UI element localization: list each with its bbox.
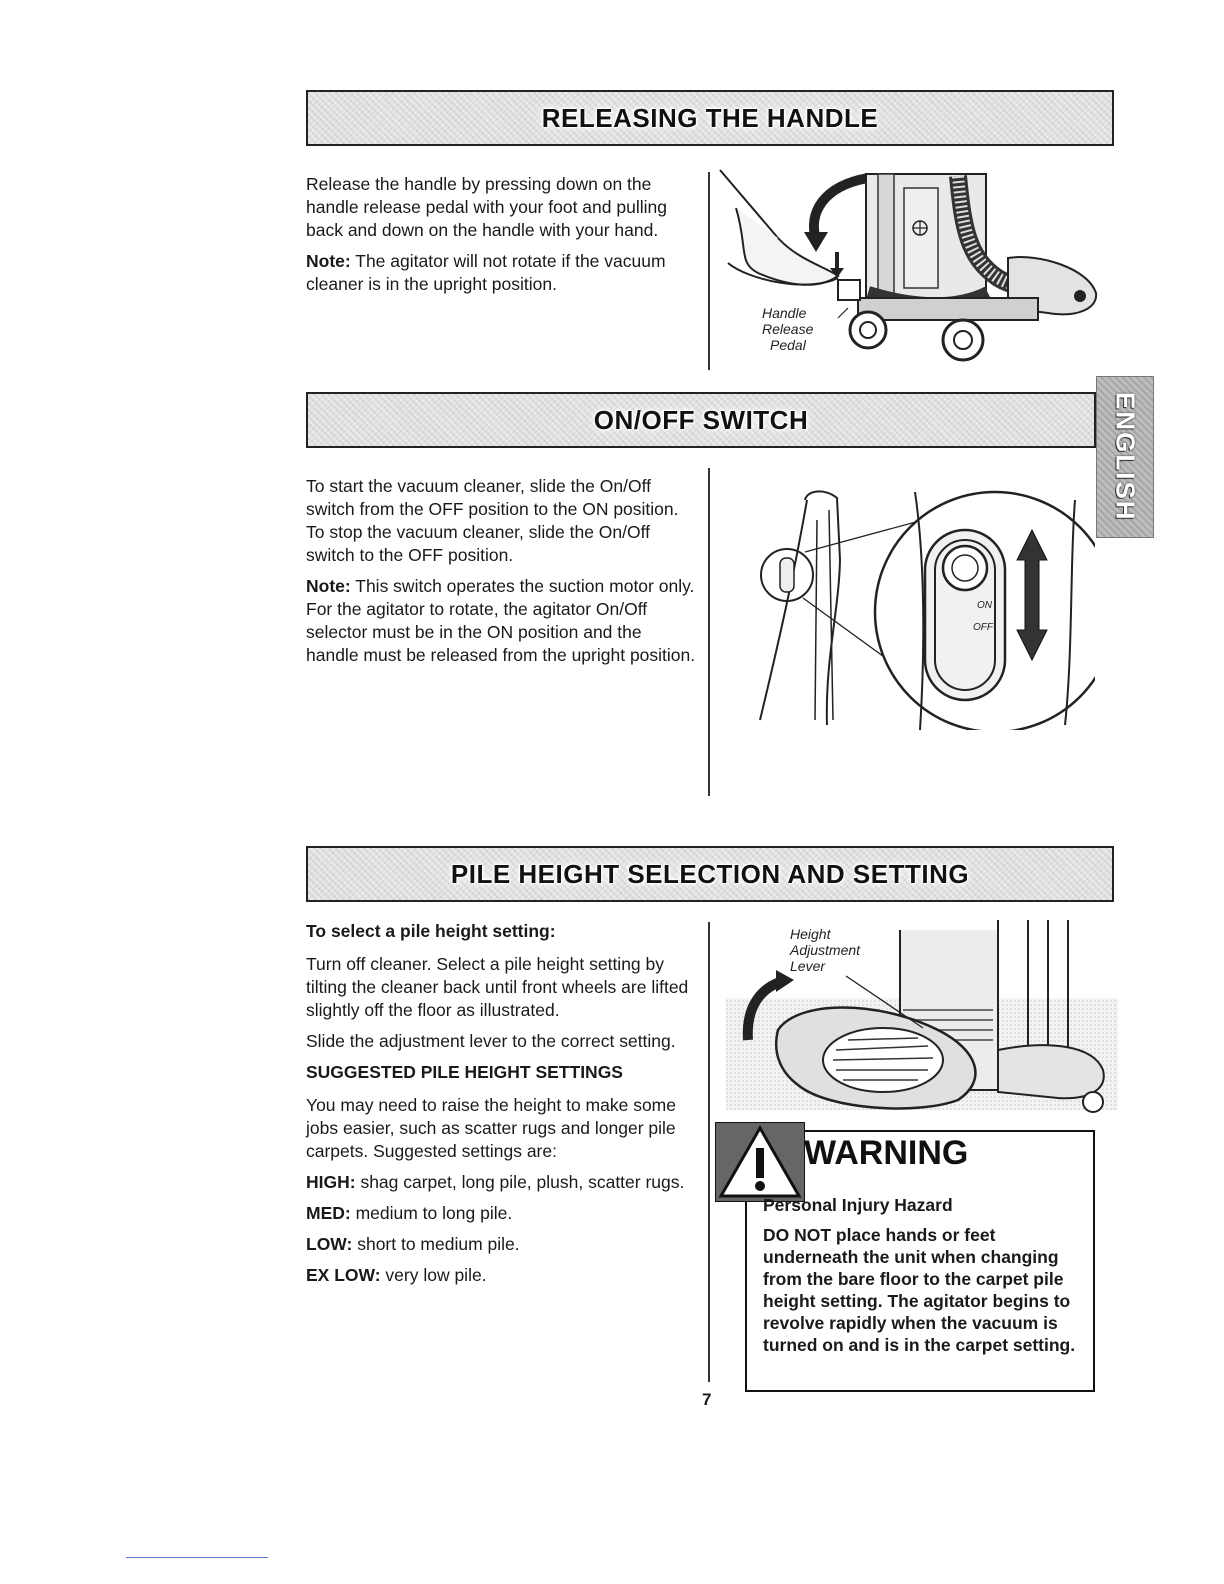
releasing-handle-paragraph: Release the handle by pressing down on the handle release pedal with your foot and pulling back and down on the handle with your hand. xyxy=(306,174,667,240)
warning-box xyxy=(745,1130,1095,1392)
switch-on-marker: ON xyxy=(977,600,992,611)
onoff-switch-text xyxy=(306,475,698,675)
pile-height-subheading: To select a pile height setting: xyxy=(306,921,556,941)
handle-release-pedal-caption: Handle Release Pedal xyxy=(762,305,814,353)
pile-height-title: PILE HEIGHT SELECTION AND SETTING xyxy=(450,858,970,889)
column-divider xyxy=(708,922,710,1382)
releasing-handle-banner xyxy=(306,90,1114,146)
onoff-switch-banner xyxy=(306,392,1096,448)
setting-high: HIGH: shag carpet, long pile, plush, scatter rugs. xyxy=(306,1172,685,1192)
onoff-switch-illustration xyxy=(745,480,1095,730)
onoff-switch-paragraph: To start the vacuum cleaner, slide the On/Off switch from the OFF position to the ON position. To stop the vacuum cleaner, slide the On/Off switch to the OFF position. xyxy=(306,476,679,565)
warning-triangle-icon xyxy=(715,1122,805,1202)
pile-height-text xyxy=(306,920,698,1295)
height-adjustment-lever-caption: Height Adjustment Lever xyxy=(790,926,861,974)
setting-ex-low: EX LOW: very low pile. xyxy=(306,1265,487,1285)
column-divider xyxy=(708,172,710,370)
releasing-handle-title: RELEASING THE HANDLE xyxy=(541,102,879,133)
onoff-switch-note: Note: This switch operates the suction motor only. For the agitator to rotate, the agitator On/Off selector must be in the ON position and the handle must be released from the upright position. xyxy=(306,576,696,665)
setting-med: MED: medium to long pile. xyxy=(306,1203,513,1223)
warning-body xyxy=(763,1194,1085,1356)
switch-off-marker: OFF xyxy=(973,622,993,633)
pile-height-banner xyxy=(306,846,1114,902)
warning-subtitle: Personal Injury Hazard xyxy=(763,1195,953,1215)
column-divider xyxy=(708,468,710,796)
suggested-settings-heading: SUGGESTED PILE HEIGHT SETTINGS xyxy=(306,1062,623,1082)
english-language-tab: ENGLISH xyxy=(1096,376,1154,538)
warning-text: DO NOT place hands or feet underneath the unit when changing from the bare floor to the carpet pile height setting. The agitator begins to revolve rapidly when the vacuum is turned on and is in the carpet setting. xyxy=(763,1225,1076,1355)
setting-low: LOW: short to medium pile. xyxy=(306,1234,520,1254)
releasing-handle-note: Note: The agitator will not rotate if the vacuum cleaner is in the upright position. xyxy=(306,251,666,294)
releasing-handle-text xyxy=(306,173,694,304)
footer-rule xyxy=(126,1557,268,1558)
pile-height-paragraph-1: Turn off cleaner. Select a pile height setting by tilting the cleaner back until front wheels are lifted slightly off the floor as illustrated. xyxy=(306,954,689,1020)
pile-height-paragraph-2: Slide the adjustment lever to the correct setting. xyxy=(306,1031,676,1051)
height-adjustment-illustration xyxy=(718,920,1118,1115)
warning-title: WARNING xyxy=(804,1134,969,1172)
pile-height-paragraph-3: You may need to raise the height to make some jobs easier, such as scatter rugs and longer pile carpets. Suggested settings are: xyxy=(306,1095,676,1161)
page-number: 7 xyxy=(702,1390,712,1409)
onoff-switch-title: ON/OFF SWITCH xyxy=(593,404,809,435)
